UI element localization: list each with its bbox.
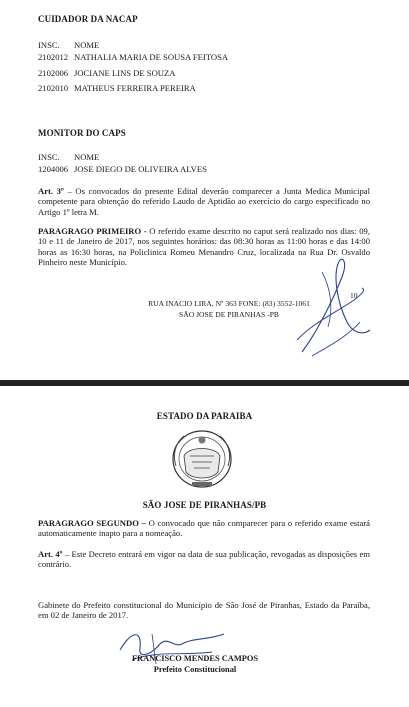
article-3-paragraph <box>38 186 370 217</box>
insc-column-header: INSC. <box>38 152 60 162</box>
monitor-heading: MONITOR DO CAPS <box>38 128 126 138</box>
insc-cell: 2102006 <box>38 67 69 78</box>
article-4-label: Art. 4º <box>38 549 63 559</box>
insc-cell: 2102012 <box>38 52 69 63</box>
table-row <box>38 83 228 93</box>
signer-name: FRANCISCO MENDES CAMPOS <box>131 654 259 663</box>
paragrafo-segundo-text: O convocado que não comparecer para o referido exame estará automaticamente inapto para a nomeação. <box>38 518 370 539</box>
paragrafo-primeiro-text: O referido exame descrito no caput será realizado nos dias: 09, 10 e 11 de Janeiro de 2017, nos seguintes horários: das 08:30 horas as 11:00 horas e das 14:00 horas as 16:30 horas, na Policlinica Romeu Menandro Cruz, localizada na Rua Dr. Osvaldo Pinheiro neste Município. <box>38 226 370 268</box>
insc-column-header: INSC. <box>38 40 60 50</box>
table-row <box>38 164 207 174</box>
page-divider <box>0 380 409 386</box>
article-3-text: – Os convocados do presente Edital deverão comparecer a Junta Medica Municipal competente para obtenção do referido Laudo de Aptidão ao exercício do cargo especificado no Artigo 1º letra M. <box>38 186 370 217</box>
cuidador-table <box>38 40 228 94</box>
closing-text: Gabinete do Prefeito constitucional do Município de São José de Piranhas, Estado da Paraíba, em 02 de Janeiro de 2017. <box>38 600 370 621</box>
insc-cell: 1204006 <box>38 164 69 175</box>
address-line: RUA INACIO LIRA, Nº 363 FONE: (83) 3552-1061 <box>148 299 310 308</box>
coat-of-arms-icon <box>168 426 236 490</box>
city-title: SÃO JOSE DE PIRANHAS/PB <box>142 500 267 510</box>
nome-cell: JOCIANE LINS DE SOUZA <box>74 67 176 78</box>
article-4-paragraph <box>38 549 370 570</box>
monitor-table <box>38 152 207 175</box>
article-3-label: Art. 3º <box>38 186 64 196</box>
initials-scribble-icon <box>292 252 374 360</box>
insc-cell: 2102010 <box>38 83 69 94</box>
page-number: 10 <box>350 291 358 300</box>
table-header <box>38 40 228 50</box>
state-title: ESTADO DA PARAIBA <box>156 411 253 421</box>
nome-cell: MATHEUS FERREIRA PEREIRA <box>74 83 196 94</box>
table-header <box>38 152 207 162</box>
nome-column-header: NOME <box>74 40 100 50</box>
table-row <box>38 52 228 62</box>
address-city: SÃO JOSE DE PIRANHAS -PB <box>178 310 279 320</box>
signer-title: Prefeito Constitucional <box>153 665 237 674</box>
table-row <box>38 68 228 78</box>
paragrafo-segundo <box>38 518 370 539</box>
nome-cell: JOSE DIEGO DE OLIVEIRA ALVES <box>74 164 207 175</box>
paragrafo-segundo-label: PARAGRAGO SEGUNDO – <box>38 518 146 528</box>
paragrafo-primeiro-label: PARAGRAGO PRIMEIRO - <box>38 226 147 236</box>
nome-column-header: NOME <box>74 152 100 162</box>
cuidador-heading: CUIDADOR DA NACAP <box>38 14 138 24</box>
article-4-text: – Este Decreto entrará em vigor na data de sua publicação, revogadas as disposições em contrário. <box>38 549 370 570</box>
nome-cell: NATHALIA MARIA DE SOUSA FEITOSA <box>74 52 229 63</box>
